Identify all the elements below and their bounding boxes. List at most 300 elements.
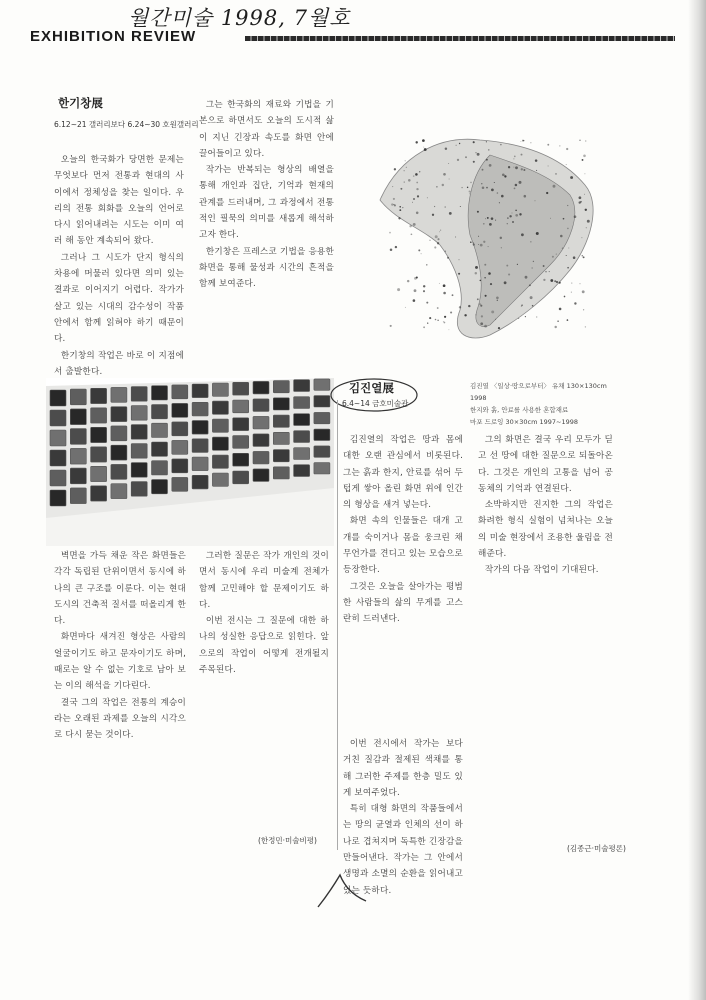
speckle — [480, 322, 483, 325]
speckle — [574, 215, 577, 218]
tile — [314, 412, 330, 423]
speckle — [560, 235, 563, 238]
speckle — [512, 213, 513, 214]
tile — [172, 403, 188, 417]
speckle — [437, 242, 439, 244]
speckle — [429, 240, 431, 242]
speckle — [571, 292, 572, 293]
speckle — [519, 181, 522, 184]
speckle — [497, 300, 498, 301]
pen-mark — [312, 855, 372, 915]
paragraph: 오늘의 한국화가 당면한 문제는 무엇보다 먼저 전통과 현대의 사이에서 정체성을 찾는 일이다. 우리의 전통 회화를 오늘의 언어로 다시 읽어내려는 시도는 이미 여러 해 동안 계속되어 왔다. — [54, 155, 184, 247]
tile — [192, 457, 208, 471]
tile — [111, 445, 127, 460]
speckle — [449, 179, 450, 180]
speckle — [404, 170, 405, 171]
tile — [294, 448, 310, 460]
paragraph: 이번 전시에서 작가는 보다 거친 질감과 절제된 색채를 통해 그러한 주제를 한층 밀도 있게 보여주었다. — [343, 739, 463, 798]
tile — [172, 422, 188, 436]
speckle — [502, 173, 505, 176]
speckle — [391, 203, 393, 205]
speckle — [535, 200, 536, 201]
tile — [70, 389, 86, 405]
speckle — [567, 205, 568, 206]
caption-line: 김진열 〈일상·땅으로부터〉 유채 130×130cm — [470, 382, 607, 390]
speckle — [427, 322, 428, 323]
speckle — [556, 254, 557, 255]
speckle — [582, 290, 585, 293]
speckle — [477, 211, 479, 213]
speckle — [477, 298, 479, 300]
tile — [152, 405, 168, 419]
caption-line: 마포 드로잉 30×30cm 1997~1998 — [470, 418, 579, 426]
tile — [273, 432, 289, 444]
speckle — [439, 283, 440, 284]
tile — [111, 464, 127, 479]
speckle — [584, 173, 585, 174]
speckle — [585, 140, 586, 141]
speckle — [513, 158, 514, 159]
speckle — [418, 249, 420, 251]
paragraph: 소박하지만 진지한 그의 작업은 화려한 형식 실험이 넘쳐나는 오늘의 미술 현장에서 조용한 울림을 전해준다. — [478, 500, 613, 560]
tile — [233, 382, 249, 395]
tile — [131, 387, 147, 402]
speckle — [488, 149, 489, 150]
speckle — [579, 201, 581, 203]
speckle — [530, 296, 533, 299]
tile — [294, 414, 310, 426]
paragraph: 작가는 반복되는 형상의 배열을 통해 개인과 집단, 기억과 현재의 관계를 드러내며, 그 과정에서 전통적인 필묵의 의미를 새롭게 해석하고자 한다. — [199, 165, 334, 241]
tile — [233, 436, 249, 449]
speckle — [440, 230, 441, 231]
speckle — [442, 184, 444, 186]
speckle — [523, 169, 525, 171]
tile — [253, 469, 269, 482]
speckle — [416, 182, 418, 184]
tile — [192, 384, 208, 398]
speckle — [573, 256, 576, 259]
speckle — [584, 194, 585, 195]
speckle — [426, 264, 427, 265]
speckle — [498, 327, 500, 329]
speckle — [415, 141, 417, 143]
speckle — [397, 288, 400, 291]
speckle — [530, 142, 531, 143]
speckle — [484, 325, 487, 328]
speckle — [473, 243, 475, 245]
speckle — [557, 320, 559, 322]
speckle — [479, 303, 481, 305]
speckle — [455, 237, 456, 238]
speckle — [491, 217, 494, 220]
speckle — [490, 283, 492, 285]
speckle — [450, 311, 452, 313]
tile — [70, 429, 86, 445]
speckle — [473, 141, 475, 143]
speckle — [496, 296, 499, 299]
speckle — [445, 251, 446, 252]
tile — [131, 482, 147, 497]
speckle — [546, 192, 548, 194]
artwork-photo-tile-wall — [46, 378, 334, 546]
tile — [152, 461, 168, 475]
speckle — [543, 279, 545, 281]
speckle — [532, 268, 533, 269]
review2-column-3 — [478, 432, 613, 840]
speckle — [563, 218, 565, 220]
tile — [70, 448, 86, 464]
caption-line: 한지와 흙, 안료를 사용한 혼합재료 — [470, 406, 569, 414]
speckle — [416, 212, 419, 215]
speckle — [444, 206, 446, 208]
speckle — [475, 314, 476, 315]
tile — [131, 463, 147, 478]
tile — [192, 439, 208, 453]
speckle — [483, 241, 485, 243]
speckle — [579, 283, 580, 284]
speckle — [583, 154, 586, 157]
speckle — [464, 314, 466, 316]
speckle — [568, 248, 569, 249]
paragraph: 그것은 오늘을 살아가는 평범한 사람들의 삶의 무게를 고스란히 드러낸다. — [343, 581, 463, 625]
tile — [70, 468, 86, 484]
speckle — [521, 305, 522, 306]
speckle — [448, 163, 449, 164]
speckle — [508, 166, 510, 168]
speckle — [443, 284, 446, 287]
tile — [50, 390, 66, 406]
tile — [212, 473, 228, 486]
speckle — [507, 217, 508, 218]
speckle — [504, 281, 507, 284]
tile — [233, 471, 249, 484]
speckle — [494, 182, 495, 183]
speckle — [518, 318, 519, 319]
speckle — [520, 141, 521, 142]
speckle — [522, 140, 524, 142]
review1-title: 한기창展 — [58, 96, 103, 110]
speckle — [513, 167, 514, 168]
speckle — [414, 289, 417, 292]
speckle — [394, 168, 396, 170]
speckle — [437, 238, 439, 240]
tile — [253, 399, 269, 412]
tile — [294, 397, 310, 409]
paragraph: 그의 화면은 결국 우리 모두가 딛고 선 땅에 대한 질문으로 되돌아온다. 그것은 개인의 고통을 넘어 공동체의 기억과 연결된다. — [478, 435, 613, 494]
tile — [273, 450, 289, 462]
tile — [172, 440, 188, 454]
speckle — [393, 204, 394, 205]
review2-title: 김진열展 — [349, 381, 394, 395]
speckle — [555, 173, 557, 175]
speckle — [475, 152, 476, 153]
speckle — [405, 307, 406, 308]
tile — [152, 442, 168, 456]
column-divider — [337, 400, 338, 850]
speckle — [457, 159, 459, 161]
speckle — [506, 265, 508, 267]
speckle — [571, 283, 572, 284]
speckle — [489, 164, 492, 167]
speckle — [499, 202, 500, 203]
speckle — [423, 285, 425, 287]
speckle — [484, 277, 485, 278]
speckle — [500, 144, 502, 146]
speckle — [465, 156, 467, 158]
paragraph: 특히 대형 화면의 작품들에서는 땅의 균열과 인체의 선이 하나로 겹쳐지며 독특한 긴장감을 만들어낸다. 작가는 그 안에서 생명과 소멸의 순환을 읽어내고 있는 듯하다. — [343, 804, 463, 896]
speckle — [437, 307, 439, 309]
review1-meta: 6.12~21 갤러리보다 6.24~30 호원갤러리 — [54, 120, 199, 129]
speckle — [579, 140, 581, 142]
speckle — [448, 329, 449, 330]
speckle — [399, 206, 401, 208]
speckle — [478, 236, 479, 237]
speckle — [536, 170, 537, 171]
speckle — [407, 280, 409, 282]
speckle — [402, 207, 403, 208]
tile — [111, 407, 127, 422]
speckle — [581, 237, 582, 238]
artwork-photo-speckled-figure — [370, 95, 610, 345]
tile — [212, 437, 228, 450]
speckle — [517, 264, 518, 265]
tile — [192, 475, 208, 489]
speckle — [468, 305, 470, 307]
tile — [294, 380, 310, 392]
tile — [192, 402, 208, 416]
speckle — [519, 213, 521, 215]
speckle — [488, 246, 489, 247]
speckle — [530, 241, 531, 242]
speckle — [415, 173, 418, 176]
speckle — [439, 231, 440, 232]
speckle — [489, 223, 492, 226]
review2-column-2 — [343, 736, 463, 896]
speckle — [426, 302, 428, 304]
speckle — [559, 308, 562, 311]
tile — [314, 463, 330, 474]
speckle — [497, 192, 499, 194]
speckle — [390, 325, 392, 327]
speckle — [559, 282, 561, 284]
speckle — [467, 187, 468, 188]
speckle — [552, 256, 554, 258]
speckle — [437, 320, 438, 321]
speckle — [427, 197, 428, 198]
tile — [91, 466, 107, 481]
paragraph: 화면마다 새겨진 형상은 사람의 얼굴이기도 하고 문자이기도 하며, 때로는 알 수 없는 기호로 남아 보는 이의 해석을 기다린다. — [54, 632, 186, 692]
speckle — [495, 220, 496, 221]
paragraph: 결국 그의 작업은 전통의 계승이라는 오래된 과제를 오늘의 시각으로 다시 묻는 것이다. — [54, 697, 186, 741]
speckle — [482, 169, 484, 171]
speckle — [390, 248, 393, 251]
speckle — [579, 196, 582, 199]
speckle — [524, 195, 527, 198]
speckle — [406, 167, 407, 168]
speckle — [413, 175, 414, 176]
speckle — [435, 319, 437, 321]
speckle — [413, 198, 415, 200]
tile — [50, 470, 66, 486]
speckle — [473, 161, 475, 163]
paragraph: 작가의 다음 작업이 기대된다. — [484, 565, 599, 576]
tile — [212, 383, 228, 396]
speckle — [515, 166, 518, 169]
speckle — [398, 217, 400, 219]
speckle — [484, 264, 486, 266]
speckle — [475, 272, 477, 274]
speckle — [486, 159, 488, 161]
tile — [314, 429, 330, 440]
speckle — [548, 165, 549, 166]
speckle — [547, 144, 549, 146]
tile — [91, 427, 107, 442]
tile — [131, 444, 147, 459]
tile — [91, 447, 107, 462]
speckle — [393, 198, 395, 200]
speckle — [436, 186, 438, 188]
speckle — [515, 214, 518, 217]
speckle — [574, 302, 576, 304]
tile — [314, 446, 330, 457]
speckle — [389, 232, 391, 234]
speckle — [429, 317, 431, 319]
speckle — [478, 244, 479, 245]
speckle — [532, 305, 534, 307]
tile — [273, 415, 289, 427]
review1-column-4 — [199, 548, 329, 816]
speckle — [501, 247, 502, 248]
tile — [273, 398, 289, 410]
speckle — [444, 322, 446, 324]
speckle — [507, 223, 508, 224]
speckle — [525, 316, 526, 317]
speckle — [461, 187, 462, 188]
paragraph: 한기창은 프레스코 기법을 응용한 화면을 통해 물성과 시간의 흔적을 함께 보여준다. — [199, 246, 334, 290]
speckle — [434, 246, 436, 248]
speckle — [508, 273, 510, 275]
tile — [111, 426, 127, 441]
speckle — [515, 210, 516, 211]
speckle — [545, 271, 546, 272]
paragraph: 그러한 질문은 작가 개인의 것이면서 동시에 우리 미술계 전체가 함께 고민해야 할 문제이기도 하다. — [199, 551, 329, 610]
speckle — [419, 171, 420, 172]
speckle — [582, 255, 584, 257]
tile — [253, 451, 269, 464]
speckle — [470, 241, 472, 243]
speckle — [583, 309, 584, 310]
speckle — [586, 227, 587, 228]
speckle — [501, 195, 504, 198]
tile — [192, 421, 208, 435]
speckle — [533, 261, 534, 262]
review1-signature: (한정민·미술비평) — [258, 836, 317, 845]
tile — [253, 381, 269, 394]
speckle — [449, 212, 452, 215]
speckle — [423, 290, 425, 292]
speckle — [482, 187, 485, 190]
speckle — [485, 295, 487, 297]
speckle — [422, 139, 425, 142]
speckle — [564, 296, 566, 298]
speckle — [416, 276, 418, 278]
speckle — [525, 276, 528, 279]
speckle — [495, 319, 496, 320]
tile — [111, 484, 127, 499]
tile — [152, 480, 168, 494]
speckle — [536, 317, 537, 318]
speckle — [486, 141, 487, 142]
speckle — [567, 319, 569, 321]
tile — [172, 459, 188, 473]
tile — [233, 418, 249, 431]
tile — [131, 406, 147, 421]
tile — [273, 381, 289, 393]
tile — [233, 400, 249, 413]
speckle — [587, 220, 590, 223]
speckle — [583, 256, 585, 258]
speckle — [411, 233, 413, 235]
speckle — [553, 185, 556, 188]
speckle — [483, 223, 485, 225]
tile — [172, 385, 188, 399]
handwritten-source-note: 월간미술 1998, 7월호 — [128, 6, 351, 30]
tile — [91, 388, 107, 403]
tile — [253, 434, 269, 447]
speckle — [582, 159, 584, 161]
tile — [294, 431, 310, 443]
speckle — [473, 242, 474, 243]
tile — [212, 419, 228, 432]
tile — [152, 386, 168, 400]
tile — [212, 455, 228, 468]
speckle — [443, 292, 446, 295]
tile — [233, 453, 249, 466]
speckle — [585, 209, 587, 211]
speckle — [480, 280, 482, 282]
speckle — [535, 159, 538, 162]
paragraph: 이번 전시는 그 질문에 대한 하나의 성실한 응답으로 읽힌다. 앞으로의 작업이 어떻게 전개될지 주목된다. — [199, 616, 329, 676]
speckle — [456, 145, 457, 146]
speckle — [521, 154, 523, 156]
speckle — [536, 232, 539, 235]
tile — [212, 401, 228, 414]
speckle — [459, 259, 460, 260]
speckle — [447, 257, 449, 259]
speckle — [543, 265, 545, 267]
speckle — [504, 175, 506, 177]
speckle — [481, 315, 483, 317]
speckle — [458, 273, 460, 275]
speckle — [399, 209, 401, 211]
speckle — [554, 326, 556, 328]
speckle — [481, 183, 482, 184]
speckle — [509, 215, 511, 217]
paragraph: 그러나 그 시도가 단지 형식의 차용에 머물러 있다면 의미 있는 결과로 이어지기 어렵다. 작가가 살고 있는 시대의 감수성이 작품 안에서 함께 읽혀야 하기 때문이다. — [54, 252, 184, 345]
speckle — [424, 148, 427, 151]
speckle — [459, 306, 461, 308]
review2-column-1 — [343, 432, 463, 732]
speckle — [566, 164, 567, 165]
tile — [294, 465, 310, 477]
speckle — [529, 284, 531, 286]
paragraph: 김진열의 작업은 땅과 몸에 대한 오랜 관심에서 비롯된다. 그는 흙과 한지, 안료를 섞어 두텁게 쌓아 올린 화면 위에 인간의 형상을 새겨 넣는다. — [343, 435, 463, 511]
speckle — [559, 145, 560, 146]
tile — [152, 423, 168, 437]
speckle — [412, 202, 413, 203]
tile — [70, 488, 86, 504]
review2-meta: 6.4~14 금호미술관 — [342, 399, 409, 408]
